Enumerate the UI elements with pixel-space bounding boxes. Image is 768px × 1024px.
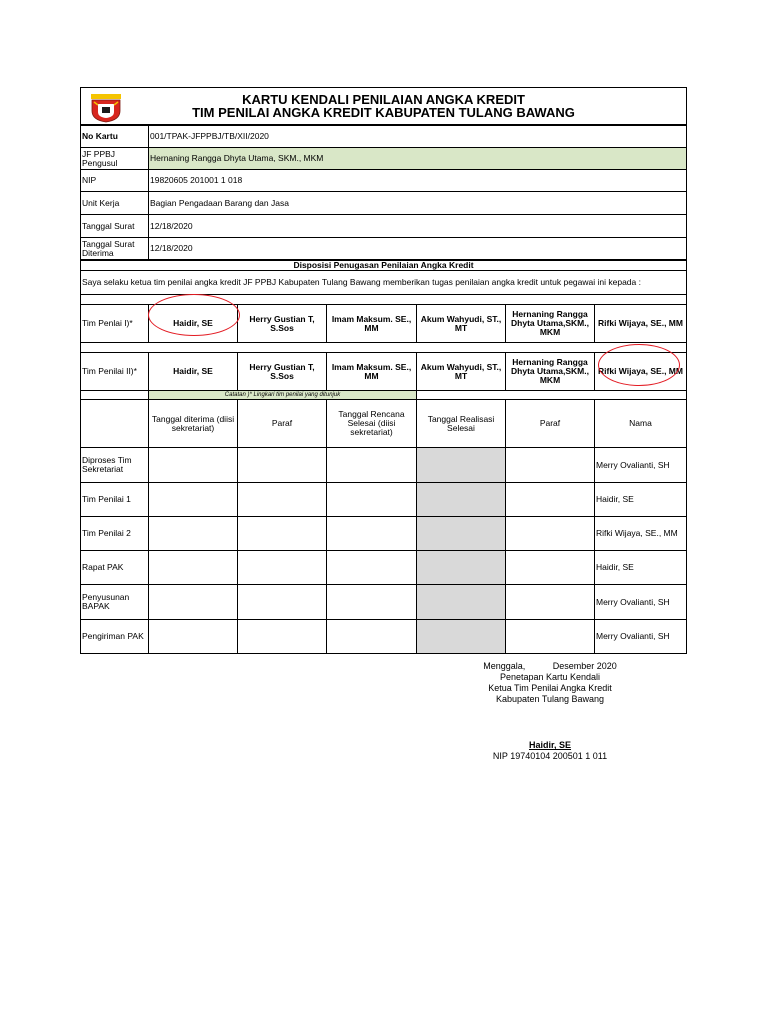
paraf-cell[interactable]	[238, 483, 327, 517]
table-row	[81, 483, 687, 517]
row-label: Tim Penilai 1	[81, 483, 149, 517]
card-title: KARTU KENDALI PENILAIAN ANGKA KREDIT	[242, 92, 525, 107]
planned-date-cell[interactable]	[327, 551, 417, 585]
date-received-cell[interactable]	[149, 620, 238, 654]
disposition-title: Disposisi Penugasan Penilaian Angka Kredit	[81, 261, 687, 271]
row-label: Pengiriman PAK	[81, 620, 149, 654]
paraf-cell[interactable]	[238, 551, 327, 585]
paraf-cell[interactable]	[506, 483, 595, 517]
name-cell: Merry Ovalianti, SH	[595, 585, 687, 620]
date-received-cell[interactable]	[149, 551, 238, 585]
row-label: Penyusunan BAPAK	[81, 585, 149, 620]
table-row	[81, 620, 687, 654]
name-cell: Merry Ovalianti, SH	[595, 620, 687, 654]
team1-option[interactable]: Haidir, SE	[149, 305, 238, 343]
info-label: No Kartu	[81, 126, 149, 148]
paraf-cell[interactable]	[238, 517, 327, 551]
team1-label: Tim Penlai I)*	[81, 305, 149, 343]
signature-block	[465, 661, 635, 762]
paraf-cell[interactable]	[238, 448, 327, 483]
paraf-cell[interactable]	[506, 517, 595, 551]
name-cell: Rifki Wijaya, SE., MM	[595, 517, 687, 551]
team1-option[interactable]: Rifki Wijaya, SE., MM	[595, 305, 687, 343]
date-received-cell[interactable]	[149, 448, 238, 483]
info-label: NIP	[81, 170, 149, 192]
info-value: Bagian Pengadaan Barang dan Jasa	[149, 192, 687, 215]
signature-date: Desember 2020	[552, 661, 617, 671]
paraf-cell[interactable]	[506, 620, 595, 654]
team1-option[interactable]: Hernaning Rangga Dhyta Utama,SKM., MKM	[506, 305, 595, 343]
planned-date-cell[interactable]	[327, 517, 417, 551]
info-label: Tanggal Surat Diterima	[81, 238, 149, 260]
column-header: Nama	[595, 400, 687, 448]
team2-label: Tim Penilai II)*	[81, 353, 149, 391]
paraf-cell[interactable]	[238, 585, 327, 620]
paraf-cell[interactable]	[506, 551, 595, 585]
info-value: 19820605 201001 1 018	[149, 170, 687, 192]
corner-cell	[81, 400, 149, 448]
table-row	[81, 448, 687, 483]
info-value: 12/18/2020	[149, 238, 687, 260]
signature-place: Menggala,	[483, 661, 526, 671]
note-spacer	[81, 391, 149, 400]
date-received-cell[interactable]	[149, 517, 238, 551]
name-cell: Haidir, SE	[595, 551, 687, 585]
planned-date-cell[interactable]	[327, 620, 417, 654]
assignment-statement: Saya selaku ketua tim penilai angka kredit JF PPBJ Kabupaten Tulang Bawang memberikan tugas penilaian angka kredit untuk pegawai ini kepada :	[81, 271, 687, 295]
realized-date-cell	[417, 585, 506, 620]
card-header	[80, 87, 687, 125]
table-row	[81, 517, 687, 551]
name-cell: Merry Ovalianti, SH	[595, 448, 687, 483]
control-card-sheet	[80, 87, 687, 654]
planned-date-cell[interactable]	[327, 585, 417, 620]
selection-note: Catatan )* Lingkari tim penilai yang ditunjuk	[149, 391, 417, 400]
realized-date-cell	[417, 620, 506, 654]
signer-nip: NIP 19740104 200501 1 011	[492, 751, 608, 761]
signer-name: Haidir, SE	[528, 740, 572, 750]
team1-option[interactable]: Akum Wahyudi, ST., MT	[417, 305, 506, 343]
info-label: Tanggal Surat	[81, 215, 149, 238]
team2-option[interactable]: Rifki Wijaya, SE., MM	[595, 353, 687, 391]
team2-option[interactable]: Hernaning Rangga Dhyta Utama,SKM., MKM	[506, 353, 595, 391]
column-header: Paraf	[238, 400, 327, 448]
signature-line: Penetapan Kartu Kendali	[499, 672, 601, 682]
info-value: 12/18/2020	[149, 215, 687, 238]
table-row	[81, 551, 687, 585]
note-spacer	[417, 391, 687, 400]
info-label: JF PPBJ Pengusul	[81, 148, 149, 170]
selection-circle-team1	[148, 294, 240, 336]
info-value: 001/TPAK-JFPPBJ/TB/XII/2020	[149, 126, 687, 148]
row-label: Rapat PAK	[81, 551, 149, 585]
column-header: Paraf	[506, 400, 595, 448]
realized-date-cell	[417, 448, 506, 483]
paraf-cell[interactable]	[238, 620, 327, 654]
realized-date-cell	[417, 551, 506, 585]
team2-option[interactable]: Imam Maksum. SE., MM	[327, 353, 417, 391]
info-value: Hernaning Rangga Dhyta Utama, SKM., MKM	[149, 148, 687, 170]
realized-date-cell	[417, 483, 506, 517]
spacer-row	[81, 343, 687, 353]
paraf-cell[interactable]	[506, 448, 595, 483]
column-header: Tanggal Rencana Selesai (diisi sekretariat)	[327, 400, 417, 448]
planned-date-cell[interactable]	[327, 448, 417, 483]
team2-option[interactable]: Herry Gustian T, S.Sos	[238, 353, 327, 391]
table-row	[81, 585, 687, 620]
column-header: Tanggal Realisasi Selesai	[417, 400, 506, 448]
info-label: Unit Kerja	[81, 192, 149, 215]
selection-circle-team2	[598, 344, 680, 386]
row-label: Diproses Tim Sekretariat	[81, 448, 149, 483]
column-header: Tanggal diterima (diisi sekretariat)	[149, 400, 238, 448]
date-received-cell[interactable]	[149, 585, 238, 620]
realized-date-cell	[417, 517, 506, 551]
paraf-cell[interactable]	[506, 585, 595, 620]
signature-line: Ketua Tim Penilai Angka Kredit	[488, 683, 612, 693]
planned-date-cell[interactable]	[327, 483, 417, 517]
name-cell: Haidir, SE	[595, 483, 687, 517]
team2-option[interactable]: Akum Wahyudi, ST., MT	[417, 353, 506, 391]
date-received-cell[interactable]	[149, 483, 238, 517]
row-label: Tim Penilai 2	[81, 517, 149, 551]
team1-option[interactable]: Imam Maksum. SE., MM	[327, 305, 417, 343]
card-subtitle: TIM PENILAI ANGKA KREDIT KABUPATEN TULANG BAWANG	[192, 105, 575, 120]
signature-line: Kabupaten Tulang Bawang	[495, 694, 605, 704]
info-table	[80, 125, 687, 260]
signature-place-date	[465, 661, 635, 672]
team1-option[interactable]: Herry Gustian T, S.Sos	[238, 305, 327, 343]
team2-option[interactable]: Haidir, SE	[149, 353, 238, 391]
